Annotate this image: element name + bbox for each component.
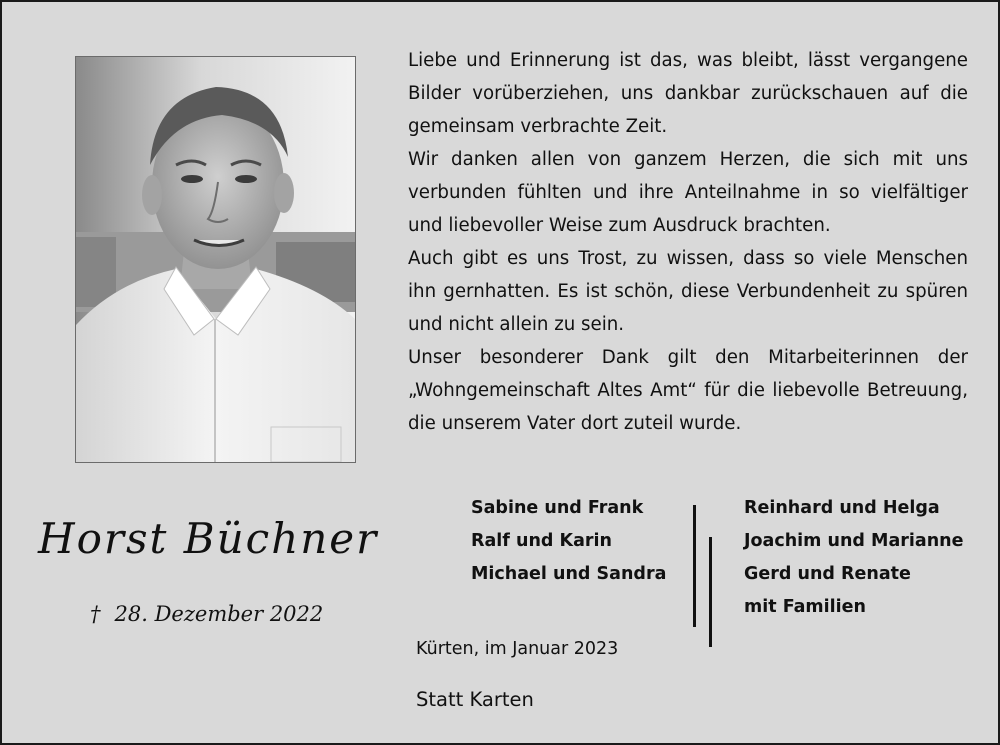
portrait-image <box>76 57 355 462</box>
paragraph: Auch gibt es uns Trost, zu wissen, dass so viele Menschen ihn gernhatten. Es ist schön, diese Verbundenheit zu spüren und nicht allein zu sein. <box>408 248 968 335</box>
family-member: Sabine und Frank <box>471 498 644 518</box>
family-member: Ralf und Karin <box>471 531 612 551</box>
death-date: 28. Dezember 2022 <box>114 602 324 626</box>
paragraph: Liebe und Erinnerung ist das, was bleibt, lässt vergangene Bilder vorüberziehen, uns dankbar zurückschauen auf die gemeinsam verbrachte Zeit. <box>408 50 968 137</box>
death-date-line <box>90 602 323 626</box>
family-member: Reinhard und Helga <box>744 498 940 518</box>
deceased-name: Horst Büchner <box>38 514 379 563</box>
divider-line <box>693 505 696 627</box>
place-date: Kürten, im Januar 2023 <box>416 639 619 659</box>
statt-karten: Statt Karten <box>416 688 534 711</box>
family-member: Gerd und Renate <box>744 564 911 584</box>
portrait-photo <box>75 56 356 463</box>
family-list-right <box>744 492 964 624</box>
thank-you-text <box>408 44 968 440</box>
cross-icon: † <box>90 602 101 626</box>
divider-line <box>709 537 712 647</box>
paragraph: Wir danken allen von ganzem Herzen, die sich mit uns verbunden fühlten und ihre Anteilnahme in so vielfältiger und liebevoller Weise zum Ausdruck brachten. <box>408 149 968 236</box>
family-member: Michael und Sandra <box>471 564 667 584</box>
family-member: mit Familien <box>744 597 866 617</box>
family-list-left <box>471 492 666 591</box>
family-member: Joachim und Marianne <box>744 531 964 551</box>
paragraph: Unser besonderer Dank gilt den Mitarbeiterinnen der „Wohngemeinschaft Altes Amt“ für die liebevolle Betreuung, die unserem Vater dort zuteil wurde. <box>408 347 968 434</box>
